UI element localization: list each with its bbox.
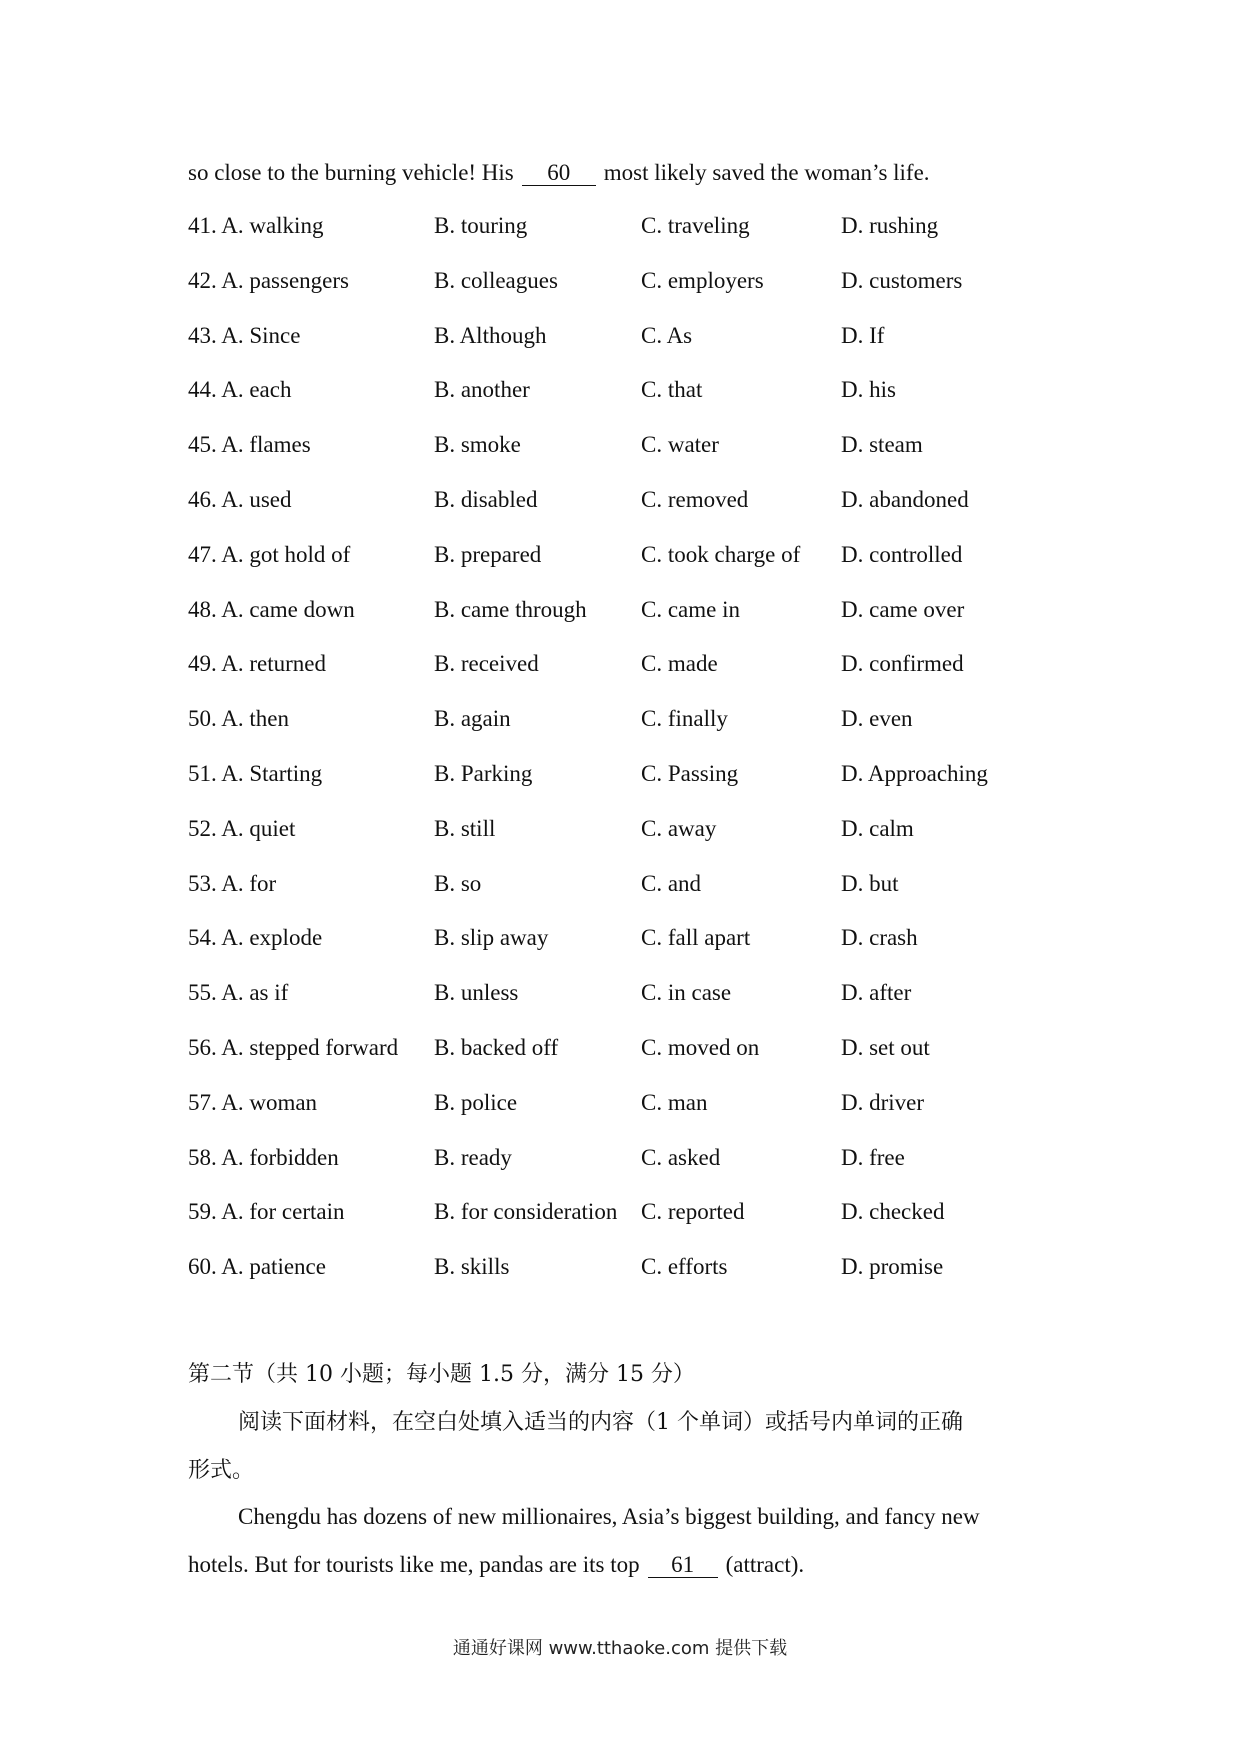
- option-a: 48. A. came down: [188, 596, 355, 622]
- option-d: D. controlled: [841, 541, 963, 567]
- option-d: D. his: [841, 377, 896, 403]
- option-c: C. fall apart: [641, 925, 751, 951]
- option-b: B. skills: [434, 1254, 510, 1280]
- option-d: D. calm: [841, 815, 914, 841]
- option-b: B. smoke: [434, 432, 521, 458]
- option-a: 57. A. woman: [188, 1089, 318, 1115]
- instruction-line-2: 形式。: [188, 1458, 255, 1483]
- blank-60: 60: [522, 160, 596, 186]
- option-c: C. asked: [641, 1144, 721, 1170]
- option-d: D. but: [841, 870, 899, 896]
- option-d: D. crash: [841, 925, 918, 951]
- intro-after: most likely saved the woman’s life.: [603, 160, 930, 185]
- option-a: 54. A. explode: [188, 925, 323, 951]
- option-b: B. slip away: [434, 925, 549, 951]
- option-a: 58. A. forbidden: [188, 1144, 339, 1170]
- option-d: D. set out: [841, 1035, 930, 1060]
- option-a: 53. A. for: [188, 870, 277, 896]
- option-b: B. Although: [434, 322, 547, 348]
- option-d: D. customers: [841, 267, 963, 293]
- option-c: C. employers: [641, 267, 764, 293]
- passage-line-2: [188, 1552, 804, 1578]
- option-a: 50. A. then: [188, 706, 289, 732]
- option-a: 43. A. Since: [188, 322, 301, 348]
- option-d: D. steam: [841, 432, 923, 458]
- passage-line-2-before: hotels. But for tourists like me, pandas are its top: [188, 1552, 640, 1577]
- option-d: D. If: [841, 322, 885, 348]
- instruction-line-1: 阅读下面材料，在空白处填入适当的内容（1 个单词）或括号内单词的正确: [238, 1410, 963, 1435]
- option-b: B. again: [434, 706, 511, 732]
- option-d: D. promise: [841, 1254, 944, 1280]
- option-d: D. driver: [841, 1089, 925, 1115]
- option-c: C. finally: [641, 706, 728, 732]
- option-a: 46. A. used: [188, 487, 292, 512]
- option-c: C. Passing: [641, 761, 739, 786]
- option-b: B. still: [434, 815, 496, 841]
- option-a: 55. A. as if: [188, 980, 289, 1006]
- option-c: C. made: [641, 651, 718, 677]
- section-heading: 第二节（共 10 小题；每小题 1.5 分，满分 15 分）: [188, 1362, 695, 1387]
- option-b: B. came through: [434, 596, 587, 622]
- option-d: D. after: [841, 980, 912, 1006]
- option-c: C. man: [641, 1089, 708, 1115]
- option-b: B. disabled: [434, 487, 538, 512]
- option-b: B. for consideration: [434, 1199, 618, 1225]
- option-b: B. so: [434, 870, 482, 896]
- option-a: 60. A. patience: [188, 1254, 326, 1280]
- passage-line-2-after: (attract).: [725, 1552, 805, 1577]
- option-c: C. moved on: [641, 1035, 760, 1060]
- blank-61: 61: [648, 1552, 718, 1578]
- option-b: B. colleagues: [434, 267, 558, 293]
- option-a: 42. A. passengers: [188, 267, 349, 293]
- option-c: C. that: [641, 377, 703, 403]
- option-d: D. confirmed: [841, 651, 964, 677]
- option-c: C. efforts: [641, 1254, 728, 1280]
- option-a: 56. A. stepped forward: [188, 1035, 399, 1060]
- option-d: D. rushing: [841, 213, 939, 238]
- option-c: C. reported: [641, 1199, 745, 1225]
- option-a: 45. A. flames: [188, 432, 311, 458]
- option-d: D. even: [841, 706, 913, 732]
- option-c: C. in case: [641, 980, 732, 1006]
- option-c: C. came in: [641, 596, 740, 622]
- footer-watermark: 通通好课网 www.tthaoke.com 提供下载: [452, 1638, 788, 1659]
- option-b: B. Parking: [434, 761, 533, 786]
- option-b: B. ready: [434, 1144, 512, 1170]
- option-c: C. removed: [641, 487, 749, 512]
- option-c: C. water: [641, 432, 719, 458]
- intro-before: so close to the burning vehicle! His: [188, 160, 514, 185]
- option-c: C. took charge of: [641, 541, 801, 567]
- option-b: B. backed off: [434, 1035, 559, 1060]
- option-d: D. Approaching: [841, 761, 988, 786]
- intro-line: [188, 160, 930, 186]
- option-a: 41. A. walking: [188, 213, 324, 238]
- option-b: B. police: [434, 1089, 518, 1115]
- option-a: 59. A. for certain: [188, 1199, 345, 1225]
- option-b: B. received: [434, 651, 539, 677]
- option-a: 49. A. returned: [188, 651, 326, 677]
- option-c: C. traveling: [641, 213, 750, 238]
- option-b: B. touring: [434, 213, 528, 238]
- option-d: D. free: [841, 1144, 905, 1170]
- option-c: C. As: [641, 322, 693, 348]
- option-a: 44. A. each: [188, 377, 292, 403]
- option-b: B. another: [434, 377, 530, 403]
- option-a: 52. A. quiet: [188, 815, 296, 841]
- option-a: 51. A. Starting: [188, 761, 323, 786]
- option-c: C. and: [641, 870, 702, 896]
- option-c: C. away: [641, 815, 717, 841]
- option-d: D. came over: [841, 596, 965, 622]
- passage-line-1: Chengdu has dozens of new millionaires, Asia’s biggest building, and fancy new: [238, 1504, 980, 1529]
- option-d: D. abandoned: [841, 487, 969, 512]
- option-b: B. unless: [434, 980, 519, 1006]
- option-a: 47. A. got hold of: [188, 541, 351, 567]
- option-d: D. checked: [841, 1199, 945, 1225]
- option-b: B. prepared: [434, 541, 542, 567]
